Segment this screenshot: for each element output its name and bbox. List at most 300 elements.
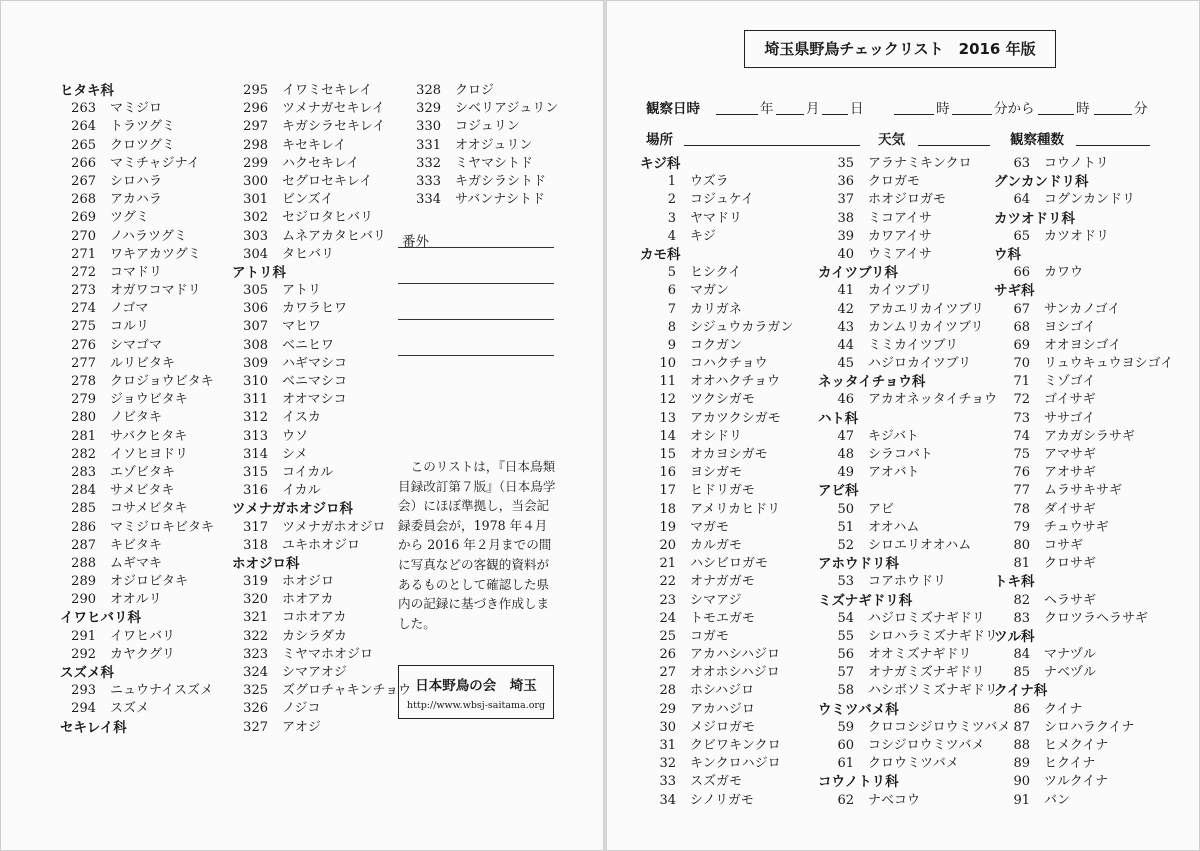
species-row [818,210,1010,228]
species-row [60,646,214,664]
species-name: リュウキュウヨシゴイ [1044,356,1174,372]
species-name: クロコシジロウミツバメ [868,719,1011,735]
species-row [60,573,214,591]
species-name: マナヅル [1044,647,1096,663]
species-row [994,773,1173,791]
species-row [994,391,1173,409]
species-number: 3 [667,210,676,226]
species-row [818,682,1010,700]
species-row [640,464,793,482]
species-row [640,755,793,773]
species-number: 281 [71,428,96,444]
species-name: ツメナガセキレイ [282,101,385,117]
species-name: カリガネ [690,301,742,317]
species-name: スズガモ [690,774,743,790]
species-number: 326 [243,701,268,717]
species-number: 20 [659,537,676,553]
species-number: 278 [71,374,96,389]
species-number: 6 [667,283,676,299]
species-number: 323 [243,646,268,662]
day-field[interactable] [822,100,848,115]
species-number: 288 [71,555,96,571]
species-row [232,173,411,191]
family-heading: ツル科 [994,628,1035,645]
species-number: 90 [1013,774,1030,790]
species-number: 50 [837,501,854,517]
start-hour-label: 時 [936,101,950,117]
species-number: 77 [1013,483,1030,499]
species-number: 47 [837,428,854,444]
species-row [60,118,214,136]
extra-line-3[interactable] [398,319,554,320]
species-name: シラコバト [868,447,933,462]
species-name: シロハラクイナ [1044,719,1135,735]
species-row [232,719,411,737]
species-number: 289 [71,574,96,590]
species-name: カヤクグリ [110,646,176,662]
family-heading: スズメ科 [60,665,114,681]
species-number: 295 [243,83,268,98]
place-field[interactable] [684,131,860,146]
species-number: 310 [243,374,268,389]
species-number: 290 [71,592,96,608]
family-heading: クイナ科 [994,683,1048,700]
species-name: ヒクイナ [1044,756,1096,772]
species-row [640,228,793,246]
species-number: 314 [243,446,268,462]
species-name: マガモ [690,519,730,535]
species-name: キビタキ [110,537,163,553]
species-row [640,646,793,664]
species-row [640,264,793,282]
species-row [232,464,411,482]
species-number: 275 [71,319,96,335]
species-number: 39 [837,228,854,244]
species-row [818,664,1010,682]
species-number: 48 [837,447,854,462]
species-name: コジュケイ [690,192,754,208]
species-number: 80 [1013,537,1030,553]
species-name: キガシラシトド [455,173,547,189]
species-number: 44 [837,337,854,353]
family-heading: グンカンドリ科 [994,174,1089,191]
species-name: アカツクシガモ [690,410,781,426]
species-name: ササゴイ [1044,410,1096,426]
species-row [640,537,793,555]
species-row [232,609,411,627]
species-row [232,700,411,718]
species-column-right-1 [640,155,793,810]
species-row [60,337,214,355]
species-row [60,318,214,336]
species-name: シロエリオオハム [868,537,972,553]
checklist-note: このリストは，『日本鳥類目録改訂第７版』（日本鳥学会）にほぼ準拠し，当会記録委員会が，1978 年４月から 2016 年２月までの間に写真などの客観的資料があるものとして確認した県内の記録に基づき作成しました。 [398,459,556,631]
species-number: 23 [659,592,676,608]
species-row [640,410,793,428]
species-number: 22 [659,574,676,590]
species-number: 16 [659,465,676,481]
species-name: サバクヒタキ [110,428,188,444]
species-number: 42 [837,301,854,317]
species-number: 68 [1013,319,1030,335]
species-row [405,191,558,209]
family-heading: ツメナガホオジロ科 [232,501,353,518]
species-row [640,719,793,737]
species-number: 301 [243,192,268,208]
species-number: 38 [837,210,854,226]
species-name: コマドリ [110,264,163,280]
species-row [994,792,1173,810]
extra-line-4[interactable] [398,355,554,356]
species-row [60,700,214,718]
species-name: アメリカヒドリ [690,501,781,517]
species-name: ヨシゴイ [1044,319,1096,335]
species-name: ハギマシコ [282,355,348,371]
species-name: ベニヒワ [282,337,335,353]
species-name: ムラサキサギ [1044,483,1123,499]
species-name: カワラヒワ [282,301,348,317]
species-number: 66 [1013,265,1030,281]
month-field[interactable] [776,100,804,115]
org-name: 日本野鳥の会 埼玉 [415,678,537,694]
species-number: 35 [837,156,854,171]
species-name: ノジコ [282,701,321,717]
species-row [818,319,1010,337]
species-name: メジロガモ [690,719,756,735]
species-name: アオサギ [1044,465,1096,481]
species-row [640,628,793,646]
species-row [640,191,793,209]
species-name: クロジョウビタキ [110,374,214,389]
species-name: ベニマシコ [282,374,348,389]
species-name: アカハジロ [690,701,755,717]
species-name: オナガミズナギドリ [868,665,985,681]
species-number: 17 [659,483,676,499]
species-name: カシラダカ [282,628,347,644]
species-number: 62 [837,792,854,808]
species-name: キンクロハジロ [690,756,781,772]
species-number: 298 [243,137,268,153]
species-name: シジュウカラガン [690,319,794,335]
family-heading: ホオジロ科 [232,555,300,572]
start-hour-field[interactable] [894,100,934,115]
species-name: ヒメクイナ [1044,738,1109,753]
species-row [60,500,214,518]
species-row [994,428,1173,446]
species-name: マミジロ [110,101,163,117]
species-row [994,719,1173,737]
species-number: 46 [837,392,854,408]
species-name: オオルリ [110,592,162,608]
species-row [818,282,1010,300]
species-row [818,155,1010,173]
species-number: 285 [71,501,96,517]
species-number: 49 [837,465,854,481]
species-number: 13 [659,410,676,426]
family-heading: キジ科 [640,156,681,172]
end-hour-field[interactable] [1038,100,1074,115]
species-row [60,209,214,227]
species-name: コハクチョウ [690,356,768,372]
species-row [640,337,793,355]
species-row [640,446,793,464]
species-number: 274 [71,301,96,317]
species-name: ヒシクイ [690,265,742,281]
species-number: 56 [837,647,854,663]
species-number: 1 [667,174,676,190]
species-number: 82 [1013,592,1030,608]
extra-label: 番外 [402,234,429,250]
species-number: 60 [837,738,854,753]
page-title: 埼玉県野鳥チェックリスト 2016 年版 [744,30,1056,68]
species-name: ホオジロ [282,574,335,590]
species-name: コウノトリ [1044,156,1109,171]
species-number: 330 [416,119,441,135]
species-count-label: 観察種数 [1010,132,1064,148]
species-name: キジ [690,228,716,244]
species-name: ハジロミズナギドリ [868,610,985,626]
family-heading: ウ科 [994,246,1021,263]
species-row [60,355,214,373]
species-row [232,355,411,373]
species-row [232,337,411,355]
species-row [994,191,1173,209]
species-number: 27 [659,665,676,681]
species-number: 11 [659,374,676,390]
species-number: 307 [243,319,268,335]
species-name: シノリガモ [690,792,754,808]
species-name: クイナ [1044,701,1083,717]
species-number: 267 [71,173,96,189]
species-name: ツルクイナ [1044,774,1109,790]
species-number: 309 [243,355,268,371]
species-row [232,137,411,155]
species-name: ミコアイサ [868,210,932,226]
species-row [994,482,1173,500]
species-row [232,246,411,264]
species-number: 272 [71,264,96,280]
species-number: 73 [1013,410,1030,426]
species-name: ホシハジロ [690,683,755,699]
weather-label: 天気 [878,132,905,148]
year-label: 年 [760,101,774,117]
family-heading: セキレイ科 [60,719,127,736]
species-row [232,118,411,136]
weather-field[interactable] [918,131,990,146]
species-row [640,592,793,610]
species-name: オジロビタキ [110,574,189,590]
species-number: 72 [1013,392,1030,408]
species-name: コホオアカ [282,610,347,626]
species-row [60,282,214,300]
species-row [232,409,411,427]
species-name: カワアイサ [868,228,932,244]
species-name: クロツラヘラサギ [1044,610,1149,626]
species-number: 29 [659,701,676,717]
species-row [818,792,1010,810]
species-number: 320 [243,592,268,608]
species-row [640,555,793,573]
species-number: 306 [243,301,268,317]
species-number: 303 [243,228,268,244]
family-heading: コウノトリ科 [818,774,899,791]
species-number: 299 [243,155,268,171]
species-row [405,173,558,191]
species-number: 24 [659,610,676,626]
species-name: ミヤマホオジロ [282,646,374,662]
species-number: 266 [71,155,96,171]
species-name: ハシボソミズナギドリ [868,683,998,699]
species-name: セグロセキレイ [282,173,373,189]
date-label: 観察日時 [646,101,700,117]
species-name: トモエガモ [690,610,756,626]
species-row [640,391,793,409]
species-name: ツメナガホオジロ [282,519,386,535]
species-row [60,537,214,555]
species-number: 51 [837,519,854,535]
species-number: 325 [243,683,268,699]
species-number: 268 [71,192,96,208]
species-name: アマサギ [1044,447,1097,462]
species-name: タヒバリ [282,246,335,262]
species-number: 334 [416,192,441,208]
species-name: コシジロウミツバメ [868,738,985,753]
species-name: コサギ [1044,537,1084,553]
species-number: 273 [71,283,96,299]
species-name: オオハム [868,519,920,535]
species-number: 14 [659,428,676,444]
species-name: ノゴマ [110,301,149,317]
species-number: 78 [1013,501,1030,517]
species-name: ウズラ [690,174,729,190]
species-row [818,337,1010,355]
species-row [994,155,1173,173]
species-row [640,610,793,628]
species-name: オオマシコ [282,392,347,408]
species-name: オカヨシガモ [690,447,768,462]
species-name: セジロタヒバリ [282,210,374,226]
species-row [232,664,411,682]
species-name: アオジ [282,719,321,735]
species-row [994,501,1173,519]
species-number: 36 [837,174,854,190]
species-count-field[interactable] [1076,131,1150,146]
species-name: コアホウドリ [868,574,947,590]
species-name: ホオアカ [282,592,334,608]
species-row [60,100,214,118]
species-name: イカル [282,483,321,499]
species-name: クロウミツバメ [868,756,959,772]
species-name: オオヨシゴイ [1044,337,1122,353]
species-name: ニュウナイスズメ [110,683,213,699]
species-row [640,573,793,591]
species-name: カルガモ [690,537,743,553]
species-name: イワヒバリ [110,628,176,644]
species-row [640,482,793,500]
species-row [640,737,793,755]
species-number: 65 [1013,228,1030,244]
species-name: コクガン [690,337,743,353]
species-name: マヒワ [282,319,322,335]
species-name: アトリ [282,283,322,299]
family-heading: アビ科 [818,483,859,500]
species-row [60,428,214,446]
species-row [818,301,1010,319]
extra-line-1[interactable] [398,247,554,248]
species-number: 304 [243,246,268,262]
species-number: 76 [1013,465,1030,481]
species-number: 34 [659,792,676,808]
species-number: 75 [1013,447,1030,462]
species-row [232,228,411,246]
species-row [994,464,1173,482]
end-hour-label: 時 [1076,101,1090,117]
species-row [994,664,1173,682]
species-name: クロサギ [1044,556,1097,572]
species-name: ユキホオジロ [282,537,361,553]
species-row [818,737,1010,755]
species-row [994,592,1173,610]
species-number: 88 [1013,738,1030,753]
species-row [232,282,411,300]
species-name: ハジロカイツブリ [868,356,972,372]
species-row [640,301,793,319]
place-label: 場所 [646,132,673,148]
species-number: 264 [71,119,96,135]
species-number: 7 [667,301,676,317]
species-name: ツクシガモ [690,392,755,408]
species-name: アビ [868,501,895,517]
species-number: 270 [71,228,96,244]
end-min-field[interactable] [1094,100,1132,115]
species-number: 52 [837,537,854,553]
extra-line-2[interactable] [398,283,554,284]
species-name: オガワコマドリ [110,283,201,299]
species-row [60,446,214,464]
species-number: 10 [659,356,676,372]
species-number: 12 [659,392,676,408]
species-row [60,391,214,409]
species-number: 311 [243,392,268,408]
start-min-field[interactable] [952,100,992,115]
species-row [640,664,793,682]
species-row [818,519,1010,537]
species-name: トラツグミ [110,119,175,135]
species-row [405,82,558,100]
species-number: 40 [837,246,854,262]
species-row [640,519,793,537]
species-number: 45 [837,356,854,372]
species-number: 319 [243,574,268,590]
species-name: スズメ [110,701,150,717]
species-row [818,228,1010,246]
species-row [60,409,214,427]
year-field[interactable] [716,100,758,115]
family-heading: カイツブリ科 [818,265,899,282]
species-row [232,537,411,555]
species-row [818,191,1010,209]
species-number: 328 [416,83,441,98]
species-row [232,446,411,464]
species-number: 283 [71,464,96,480]
min-from-label: 分から [994,101,1035,117]
species-number: 59 [837,719,854,735]
species-name: アカハシハジロ [690,647,780,663]
species-name: サバンナシトド [455,192,545,208]
species-row [232,682,411,700]
species-row [405,155,558,173]
species-row [994,301,1173,319]
